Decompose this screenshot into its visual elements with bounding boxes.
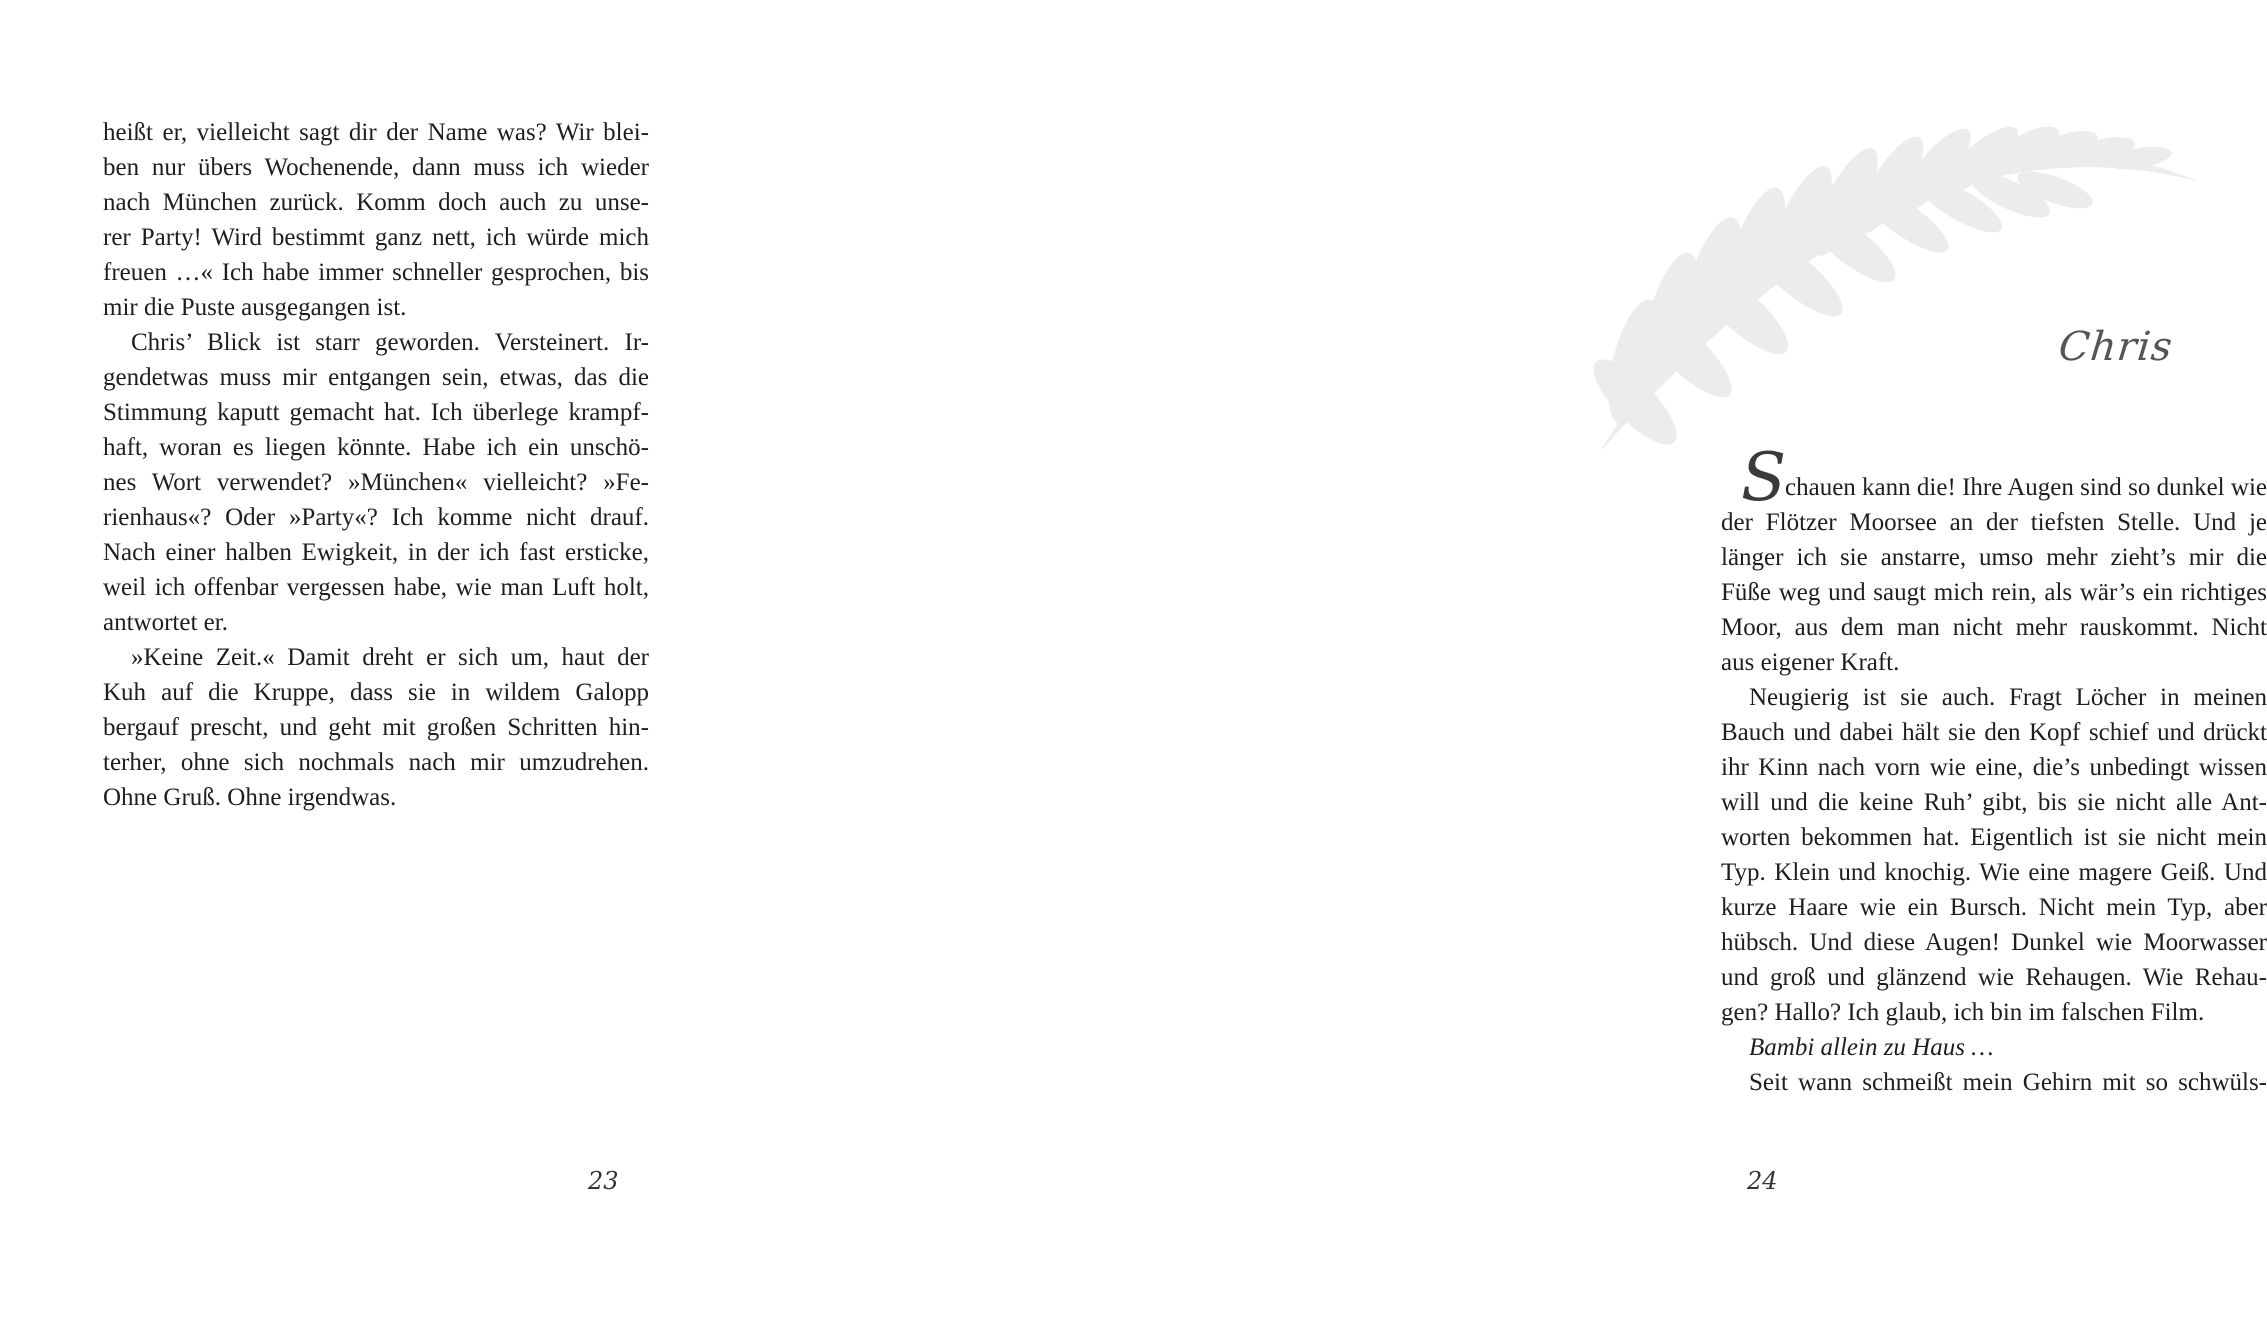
page-number: 23 (588, 1167, 619, 1195)
text-line: Neugierig ist sie auch. Fragt Löcher in meinen (1749, 684, 2267, 711)
text-line: gendetwas muss mir entgangen sein, etwas, das die (103, 364, 649, 391)
text-line: kurze Haare wie ein Bursch. Nicht mein Typ, aber (1721, 894, 2267, 921)
text-line: Bambi allein zu Haus … (1749, 1034, 1994, 1061)
right-page (800, 0, 2267, 1322)
text-line: gen? Hallo? Ich glaub, ich bin im falschen Film. (1721, 999, 2205, 1026)
fern-leaf-icon (1600, 90, 2215, 452)
text-line: weil ich offenbar vergessen habe, wie man Luft holt, (103, 574, 649, 601)
text-line: nach München zurück. Komm doch auch zu unse- (103, 189, 649, 216)
text-line: Nach einer halben Ewigkeit, in der ich fast ersticke, (103, 539, 649, 566)
text-line: Chris’ Blick ist starr geworden. Versteinert. Ir- (131, 329, 649, 356)
text-line: haft, woran es liegen könnte. Habe ich ein unschö- (103, 434, 649, 461)
text-line: chauen kann die! Ihre Augen sind so dunkel wie (1785, 474, 2267, 501)
text-line: freuen …« Ich habe immer schneller gesprochen, bis (103, 259, 649, 286)
text-line: der Flötzer Moorsee an der tiefsten Stelle. Und je (1721, 509, 2267, 536)
text-line: mir die Puste ausgegangen ist. (103, 294, 407, 321)
text-line: aus eigener Kraft. (1721, 649, 1900, 676)
text-line: will und die keine Ruh’ gibt, bis sie nicht alle Ant- (1721, 789, 2267, 816)
text-line: ihr Kinn nach vorn wie eine, die’s unbedingt wissen (1721, 754, 2267, 781)
text-line: heißt er, vielleicht sagt dir der Name was? Wir blei- (103, 119, 649, 146)
text-line: hübsch. Und diese Augen! Dunkel wie Moorwasser (1721, 929, 2267, 956)
text-line: länger ich sie anstarre, umso mehr zieht’s mir die (1721, 544, 2267, 571)
text-line: rer Party! Wird bestimmt ganz nett, ich würde mich (103, 224, 649, 251)
text-line: worten bekommen hat. Eigentlich ist sie nicht mein (1721, 824, 2267, 851)
text-line: Ohne Gruß. Ohne irgendwas. (103, 784, 397, 811)
text-line: terher, ohne sich nochmals nach mir umzudrehen. (103, 749, 649, 776)
chapter-title: Chris (2056, 324, 2176, 370)
page-number: 24 (1747, 1167, 1778, 1195)
text-line: Bauch und dabei hält sie den Kopf schief und drückt (1721, 719, 2267, 746)
left-page (0, 0, 800, 1322)
text-line: Kuh auf die Kruppe, dass sie in wildem Galopp (103, 679, 649, 706)
text-line: antwortet er. (103, 609, 228, 636)
text-line: Typ. Klein und knochig. Wie eine magere Geiß. Und (1721, 859, 2267, 886)
text-line: Stimmung kaputt gemacht hat. Ich überlege krampf- (103, 399, 649, 426)
text-line: bergauf prescht, und geht mit großen Schritten hin- (103, 714, 649, 741)
text-line: »Keine Zeit.« Damit dreht er sich um, haut der (131, 644, 649, 671)
text-line: ben nur übers Wochenende, dann muss ich wieder (103, 154, 649, 181)
text-line: Füße weg und saugt mich rein, als wär’s ein richtiges (1721, 579, 2267, 606)
drop-cap: S (1741, 439, 1787, 516)
text-line: Moor, aus dem man nicht mehr rauskommt. Nicht (1721, 614, 2267, 641)
text-line: nes Wort verwendet? »München« vielleicht? »Fe- (103, 469, 649, 496)
text-line: rienhaus«? Oder »Party«? Ich komme nicht drauf. (103, 504, 649, 531)
text-line: und groß und glänzend wie Rehaugen. Wie Rehau- (1721, 964, 2267, 991)
text-line: Seit wann schmeißt mein Gehirn mit so schwüls- (1749, 1069, 2267, 1096)
